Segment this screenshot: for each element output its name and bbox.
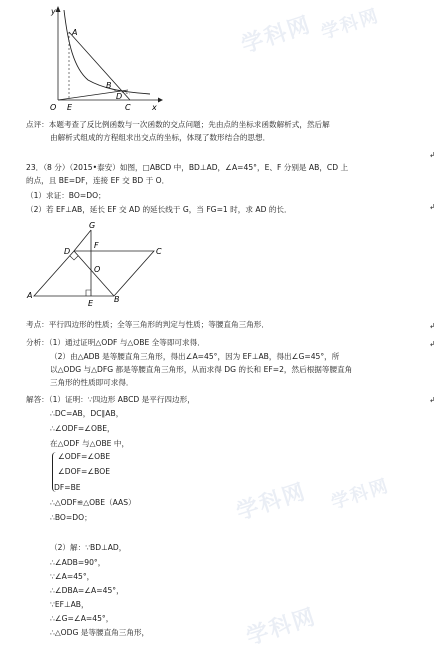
solution-line-9: ∵∠A=45°，: [50, 572, 95, 581]
function-graph-figure: [40, 4, 170, 114]
solution-line-6: ∴BO=DO；: [50, 513, 92, 522]
paragraph-mark: ↲: [429, 396, 435, 404]
paragraph-mark: ↲: [429, 203, 435, 211]
label-b: B: [106, 81, 112, 90]
label-f: F: [94, 241, 99, 250]
analysis-line-3: 以△ODG 与△DFG 都是等腰直角三角形，从而求得 DG 的长和 EF=2，然后根据等腰直角: [50, 365, 353, 374]
review-line-2: 由解析式组成的方程组求出交点的坐标，体现了数形结合的思想．: [50, 133, 271, 142]
solution-line-12: ∴∠G=∠A=45°，: [50, 614, 114, 623]
label-y: y: [51, 7, 56, 16]
q23-part-1: （1）求证：BO=DO；: [26, 191, 106, 200]
solution-line-13: ∴△ODG 是等腰直角三角形，: [50, 628, 150, 637]
label-c2: C: [156, 247, 162, 256]
watermark: 学科网: [243, 604, 320, 651]
label-a2: A: [27, 291, 33, 300]
solution-line-2: ∴DC=AB，DC∥AB，: [50, 409, 124, 418]
system-eq-2: ∠DOF=∠BOE: [58, 467, 111, 476]
solution-line-3: ∴∠ODF=∠OBE，: [50, 424, 115, 433]
q23-line-2: 的点，且 BE=DF，连接 EF 交 BD 于 O．: [26, 176, 170, 185]
label-g: G: [89, 221, 96, 230]
solution-line-4: 在△ODF 与△OBE 中，: [50, 439, 130, 448]
label-b2: B: [114, 295, 120, 304]
paragraph-mark: ↲: [429, 322, 435, 330]
solution-line-1: 解答：（1）证明：∵四边形 ABCD 是平行四边形，: [26, 395, 195, 404]
label-e: E: [67, 103, 73, 112]
watermark: 学科网: [233, 479, 310, 526]
label-a: A: [72, 28, 78, 37]
label-d2: D: [64, 247, 71, 256]
kaodian-text: 考点：平行四边形的性质；全等三角形的判定与性质；等腰直角三角形．: [26, 320, 269, 329]
label-o: O: [50, 103, 57, 112]
watermark: 学科网: [238, 12, 315, 59]
solution-line-10: ∴∠DBA=∠A=45°，: [50, 586, 124, 595]
analysis-line-1: 分析：（1）通过证明△ODF 与△OBE 全等即可求得．: [26, 338, 205, 347]
analysis-line-4: 三角形的性质即可求得．: [50, 378, 134, 387]
paragraph-mark: ↲: [429, 340, 435, 348]
solution-line-11: ∵EF⊥AB，: [50, 600, 89, 609]
solution-line-8: ∴∠ADB=90°，: [50, 558, 106, 567]
q23-part-2: （2）若 EF⊥AB，延长 EF 交 AD 的延长线于 G，当 FG=1 时，求 AD 的长．: [26, 205, 292, 214]
system-eq-1: ∠ODF=∠OBE: [58, 452, 111, 461]
label-x: x: [152, 103, 157, 112]
review-line-1: 点评：本题考查了反比例函数与一次函数的交点问题；先由点的坐标求函数解析式，然后解: [26, 120, 330, 129]
solution-line-5: ∴△ODF≌△OBE（AAS）: [50, 498, 136, 507]
label-o2: O: [94, 265, 101, 274]
label-d: D: [116, 92, 123, 101]
analysis-line-2: （2）由△ADB 是等腰直角三角形，得出∠A=45°，因为 EF⊥AB，得出∠G=45°，所: [50, 352, 340, 361]
q23-line-1: 23．（8 分）（2015•泰安）如图，□ABCD 中，BD⊥AD，∠A=45°，E、F 分别是 AB，CD 上: [26, 163, 349, 172]
watermark: 学科网: [318, 5, 383, 44]
solution-block: [26, 395, 436, 645]
paragraph-mark: ↲: [429, 151, 435, 159]
label-c: C: [125, 103, 131, 112]
solution-line-7: （2）解：∵BD⊥AD，: [50, 543, 127, 552]
watermark: 学科网: [328, 475, 393, 514]
system-eq-3: DF=BE: [54, 483, 81, 492]
parallelogram-figure: [26, 218, 176, 310]
label-e2: E: [88, 299, 94, 308]
